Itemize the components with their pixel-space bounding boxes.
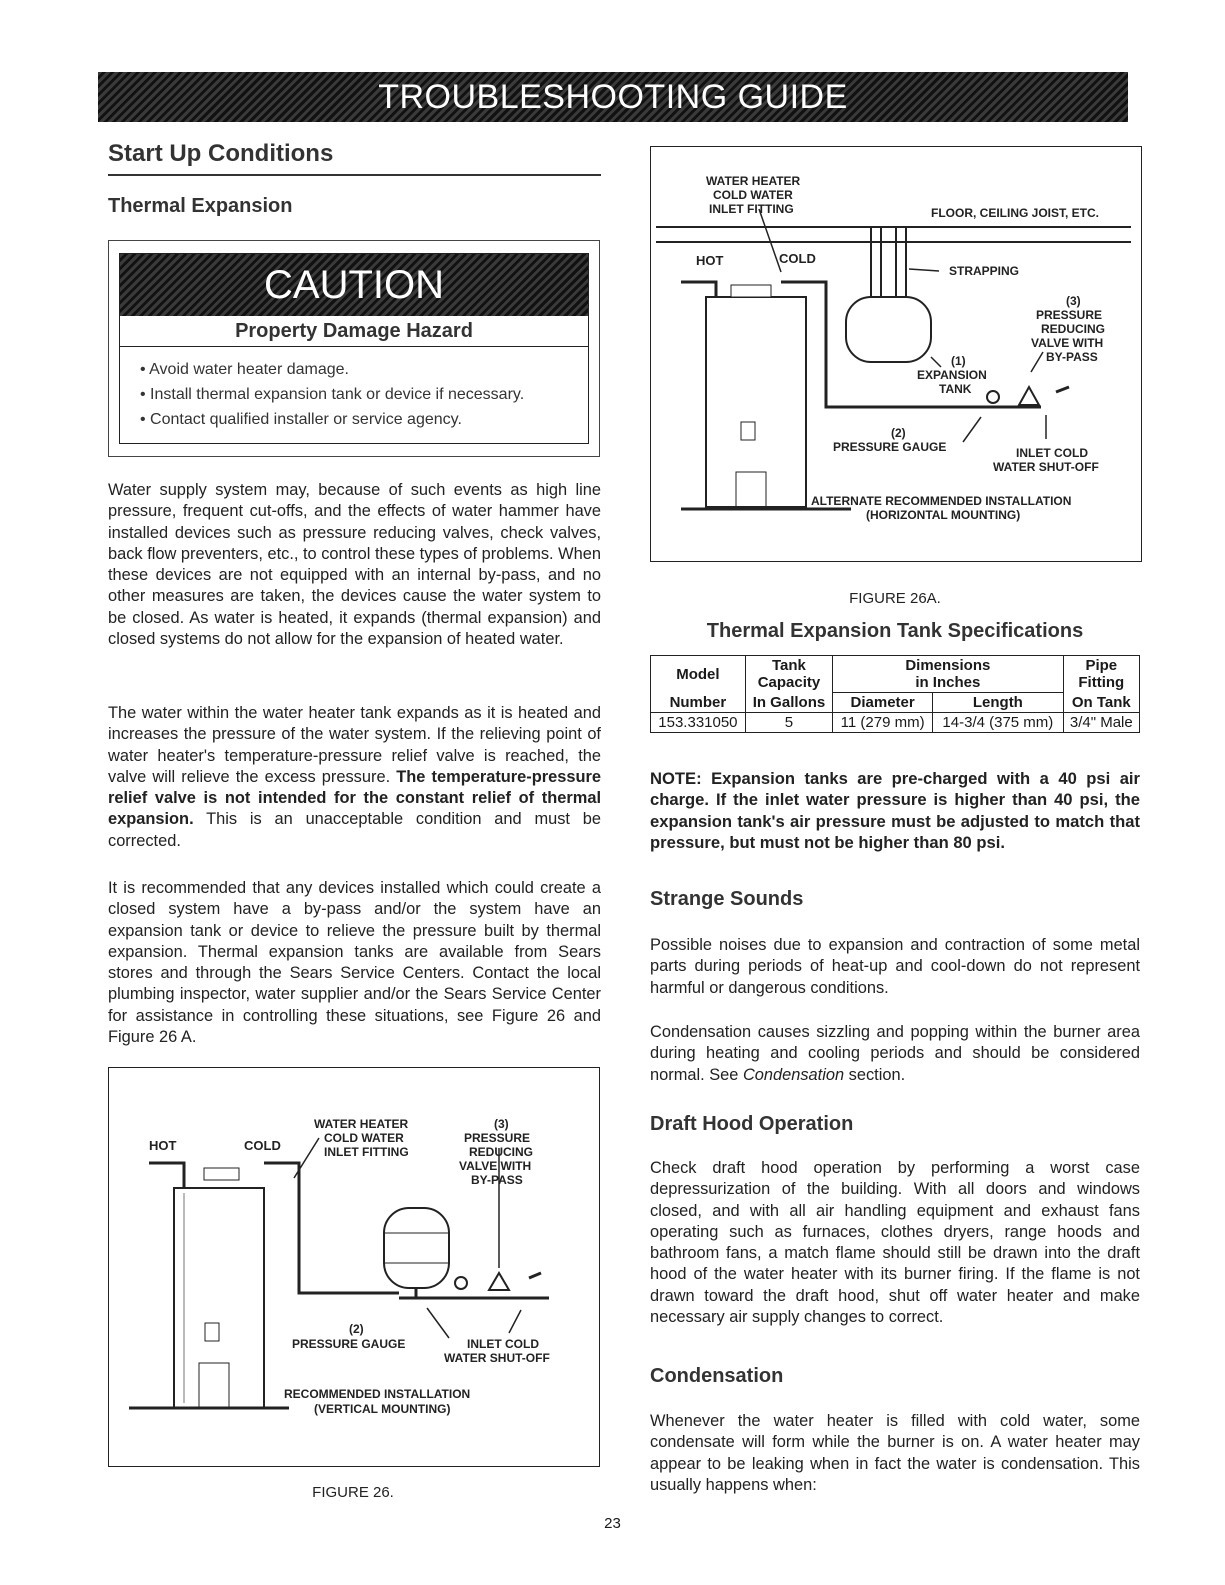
cell-pipe: 3/4" Male [1063, 713, 1139, 733]
fig26a-prv-label: (3) [1066, 294, 1081, 308]
fig26a-hot-label: HOT [696, 253, 724, 268]
th-diameter: Diameter [833, 693, 933, 713]
fig26-shutoff-label: WATER SHUT-OFF [444, 1351, 550, 1365]
figure-26a-caption: FIGURE 26A. [849, 590, 941, 607]
paragraph-strange: Possible noises due to expansion and contraction of some metal parts during periods of heat-up and cool-down do not represent harmful or dangerous conditions. [650, 936, 1140, 997]
paragraph-condensation-ref: Condensation causes sizzling and popping within the burner area during heating and cooling periods and should be considered normal. See Condensation section. [650, 1023, 1140, 1084]
figure-26-diagram [109, 1068, 599, 1466]
caution-item: • Install thermal expansion tank or device if necessary. [140, 386, 525, 403]
th-pipe: Pipe Fitting [1063, 656, 1139, 693]
cell-capacity: 5 [745, 713, 832, 733]
fig26-inlet-label: COLD WATER [324, 1131, 404, 1145]
subsection-title-thermal: Thermal Expansion [108, 195, 293, 217]
section-rule [108, 174, 601, 176]
fig26a-floor-label: FLOOR, CEILING JOIST, ETC. [931, 206, 1100, 220]
cell-model: 153.331050 [651, 713, 746, 733]
figure-26-box [108, 1067, 600, 1467]
fig26a-shutoff-label: INLET COLD [1016, 446, 1088, 460]
page-banner [98, 72, 1128, 122]
fig26-gauge-label: PRESSURE GAUGE [292, 1337, 406, 1351]
spec-table [650, 655, 1140, 733]
fig26a-tank-label: TANK [939, 382, 972, 396]
fig26a-strapping-label: STRAPPING [949, 264, 1020, 278]
paragraph-expansion: The water within the water heater tank expands as it is heated and increases the pressure of the water system. If the relieving point of water heater's temperature-pressure relief valve is reached, the valve will relieve the excess pressure. The temperature-pressure relief valve is not intended for the constant relief of thermal expansion. This is an unacceptable condition and must be corrected. [108, 704, 601, 850]
fig26a-install-label: ALTERNATE RECOMMENDED INSTALLATION [811, 494, 1072, 508]
paragraph-draft: Check draft hood operation by performing a worst case depressurization of the building. With all doors and windows closed, and with all air handling equipment and exhaust fans operating such as furnaces, clothes dryers, range hoods and bathroom fans, a match flame should still be drawn into the draft hood of the water heater with its burner firing. If the flame is not drawn toward the draft hood, shut off water heater and make necessary air supply changes to correct. [650, 1159, 1140, 1327]
subsection-title-strange: Strange Sounds [650, 888, 804, 910]
fig26a-prv-label: BY-PASS [1046, 350, 1098, 364]
figure-26a-box [650, 146, 1142, 562]
note-paragraph: NOTE: Expansion tanks are pre-charged with a 40 psi air charge. If the inlet water pressure is higher than 40 psi, the expansion tank's air pressure must be adjusted to match that pressure, but must not be higher than 80 psi. [650, 769, 1140, 852]
subsection-title-condensation: Condensation [650, 1365, 784, 1387]
paragraph-supply: Water supply system may, because of such events as high line pressure, frequent cut-offs, and the effects of water hammer have installed devices such as pressure reducing valves, check valves, back flow preventers, etc., to control these types of problems. When these devices are not equipped with an internal by-pass, and no other measures are taken, the devices cause the water system to be closed. As water is heated, it expands (thermal expansion) and closed systems do not allow for the expansion of heated water. [108, 481, 601, 649]
fig26-cold-label: COLD [244, 1138, 281, 1153]
fig26-install-label: RECOMMENDED INSTALLATION [284, 1387, 471, 1401]
cell-length: 14-3/4 (375 mm) [933, 713, 1063, 733]
fig26a-inlet-label: COLD WATER [713, 188, 793, 202]
th-length: Length [933, 693, 1063, 713]
caution-item: • Contact qualified installer or service agency. [140, 411, 462, 428]
section-title: Start Up Conditions [108, 140, 334, 167]
fig26-shutoff-label: INLET COLD [467, 1337, 539, 1351]
fig26a-prv-label: PRESSURE [1036, 308, 1103, 322]
th-pipe-2: On Tank [1063, 693, 1139, 713]
subsection-title-draft: Draft Hood Operation [650, 1113, 854, 1135]
fig26-gauge-label: (2) [349, 1322, 364, 1336]
fig26a-install-label: (HORIZONTAL MOUNTING) [866, 508, 1021, 522]
th-tank-2: In Gallons [745, 693, 832, 713]
fig26-prv-label: VALVE WITH [459, 1159, 532, 1173]
caution-heading: CAUTION [120, 254, 588, 316]
table-title: Thermal Expansion Tank Specifications [706, 620, 1084, 642]
fig26a-tank-label: (1) [951, 354, 966, 368]
page-number: 23 [604, 1515, 621, 1532]
figure-26a-diagram [651, 147, 1141, 561]
caution-item: • Avoid water heater damage. [140, 361, 349, 378]
fig26-install-label: (VERTICAL MOUNTING) [314, 1402, 451, 1416]
fig26a-inlet-label: WATER HEATER [706, 174, 801, 188]
fig26a-shutoff-label: WATER SHUT-OFF [993, 460, 1099, 474]
fig26a-cold-label: COLD [779, 251, 816, 266]
caution-list [120, 347, 588, 432]
fig26a-inlet-label: INLET FITTING [709, 202, 794, 216]
th-model: Model [651, 656, 746, 693]
cell-diameter: 11 (279 mm) [833, 713, 933, 733]
fig26a-gauge-label: PRESSURE GAUGE [833, 440, 947, 454]
fig26a-prv-label: VALVE WITH [1031, 336, 1104, 350]
paragraph-recommend: It is recommended that any devices installed which could create a closed system have a by-pass and/or the system have an expansion tank or device to relieve the pressure built by thermal expansion. Thermal expansion tanks are available from Sears stores and through the Sears Service Centers. Contact the local plumbing inspector, water supplier and/or the Sears Service Center for assistance in controlling these situations, see Figure 26 and Figure 26 A. [108, 879, 601, 1047]
fig26a-tank-label: EXPANSION [917, 368, 987, 382]
fig26-inlet-label: WATER HEATER [314, 1117, 409, 1131]
banner-title: TROUBLESHOOTING GUIDE [378, 78, 848, 116]
th-tank: Tank Capacity [745, 656, 832, 693]
caution-subheading: Property Damage Hazard [120, 316, 588, 347]
fig26-prv-label: REDUCING [469, 1145, 534, 1159]
fig26-prv-label: (3) [494, 1117, 509, 1131]
figure-26-caption: FIGURE 26. [312, 1484, 394, 1501]
fig26-inlet-label: INLET FITTING [324, 1145, 409, 1159]
th-dimensions: Dimensions in Inches [833, 656, 1064, 693]
caution-box [108, 240, 600, 457]
paragraph-condensation: Whenever the water heater is filled with cold water, some condensate will form while the burner is on. A water heater may appear to be leaking when in fact the water is condensation. This usually happens when: [650, 1412, 1140, 1494]
fig26-prv-label: BY-PASS [471, 1173, 523, 1187]
fig26-prv-label: PRESSURE [464, 1131, 531, 1145]
fig26-hot-label: HOT [149, 1138, 177, 1153]
fig26a-gauge-label: (2) [891, 426, 906, 440]
th-model-2: Number [651, 693, 746, 713]
fig26a-prv-label: REDUCING [1041, 322, 1106, 336]
table-row [651, 713, 1140, 733]
